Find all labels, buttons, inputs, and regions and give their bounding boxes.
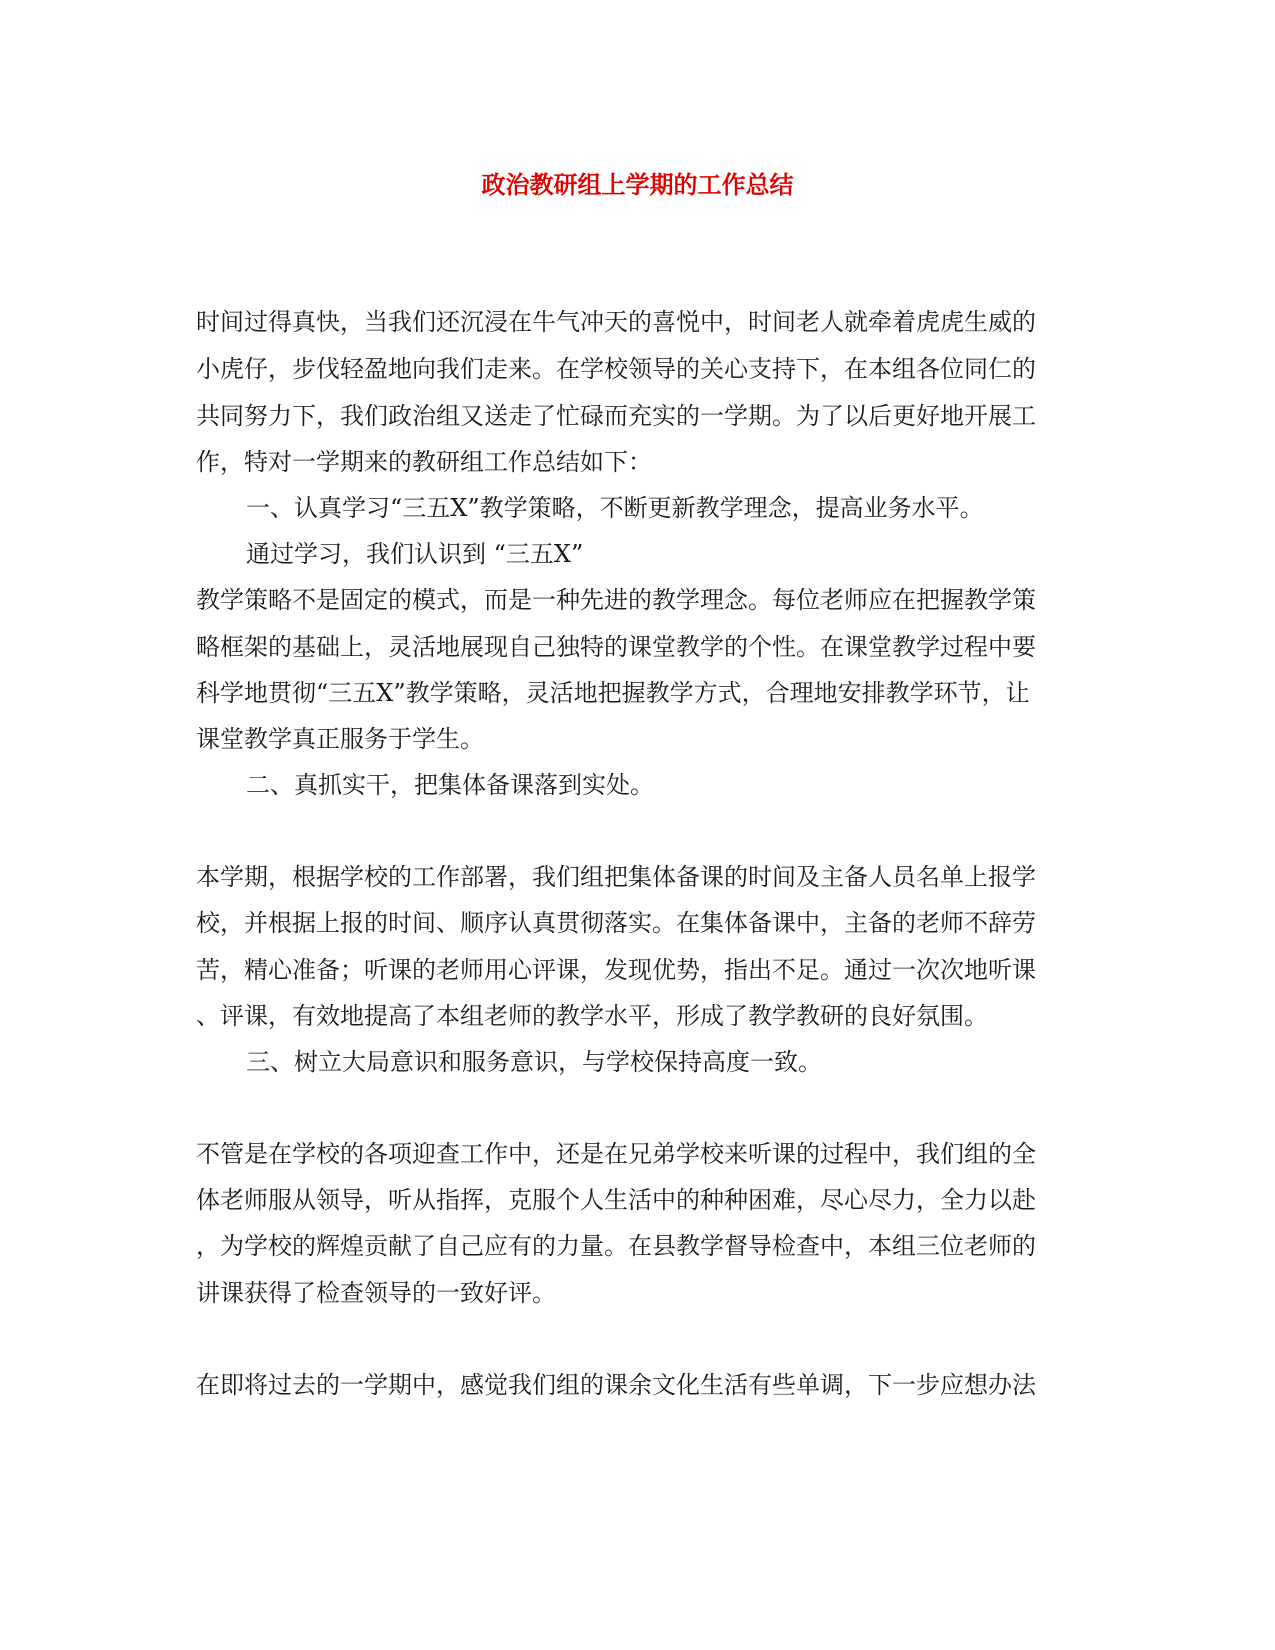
paragraph-line: 小虎仔，步伐轻盈地向我们走来。在学校领导的关心支持下，在本组各位同仁的 xyxy=(196,355,1036,383)
paragraph-line: 讲课获得了检查领导的一致好评。 xyxy=(196,1279,556,1307)
paragraph-line: 在即将过去的一学期中，感觉我们组的课余文化生活有些单调，下一步应想办法 xyxy=(196,1371,1036,1399)
paragraph-line: 不管是在学校的各项迎查工作中，还是在兄弟学校来听课的过程中，我们组的全 xyxy=(196,1140,1036,1168)
section-heading: 二、真抓实干，把集体备课落到实处。 xyxy=(246,771,654,799)
paragraph-line: 本学期，根据学校的工作部署，我们组把集体备课的时间及主备人员名单上报学 xyxy=(196,863,1036,891)
paragraph-line: 时间过得真快，当我们还沉浸在牛气冲天的喜悦中，时间老人就牵着虎虎生威的 xyxy=(196,308,1036,336)
paragraph-line: 略框架的基础上，灵活地展现自己独特的课堂教学的个性。在课堂教学过程中要 xyxy=(196,633,1036,661)
section-heading: 一、认真学习“三五X”教学策略，不断更新教学理念，提高业务水平。 xyxy=(246,494,984,522)
paragraph-line: 教学策略不是固定的模式，而是一种先进的教学理念。每位老师应在把握教学策 xyxy=(196,586,1036,614)
paragraph-line: 、评课，有效地提高了本组老师的教学水平，形成了教学教研的良好氛围。 xyxy=(196,1002,988,1030)
paragraph-line: 科学地贯彻“三五X”教学策略，灵活地把握教学方式，合理地安排教学环节，让 xyxy=(196,679,1030,707)
paragraph-line: 共同努力下，我们政治组又送走了忙碌而充实的一学期。为了以后更好地开展工 xyxy=(196,402,1036,430)
paragraph-line: 体老师服从领导，听从指挥，克服个人生活中的种种困难，尽心尽力，全力以赴 xyxy=(196,1186,1036,1214)
paragraph-line: 作，特对一学期来的教研组工作总结如下： xyxy=(196,448,652,476)
paragraph-line: 苦，精心准备；听课的老师用心评课，发现优势，指出不足。通过一次次地听课 xyxy=(196,956,1036,984)
paragraph-line: ，为学校的辉煌贡献了自己应有的力量。在县教学督导检查中，本组三位老师的 xyxy=(196,1232,1036,1260)
section-heading: 三、树立大局意识和服务意识，与学校保持高度一致。 xyxy=(246,1048,822,1076)
document-title: 政治教研组上学期的工作总结 xyxy=(481,170,794,199)
paragraph-line: 通过学习，我们认识到 “三五X” xyxy=(246,540,584,568)
paragraph-line: 校，并根据上报的时间、顺序认真贯彻落实。在集体备课中，主备的老师不辞劳 xyxy=(196,909,1036,937)
paragraph-line: 课堂教学真正服务于学生。 xyxy=(196,725,484,753)
